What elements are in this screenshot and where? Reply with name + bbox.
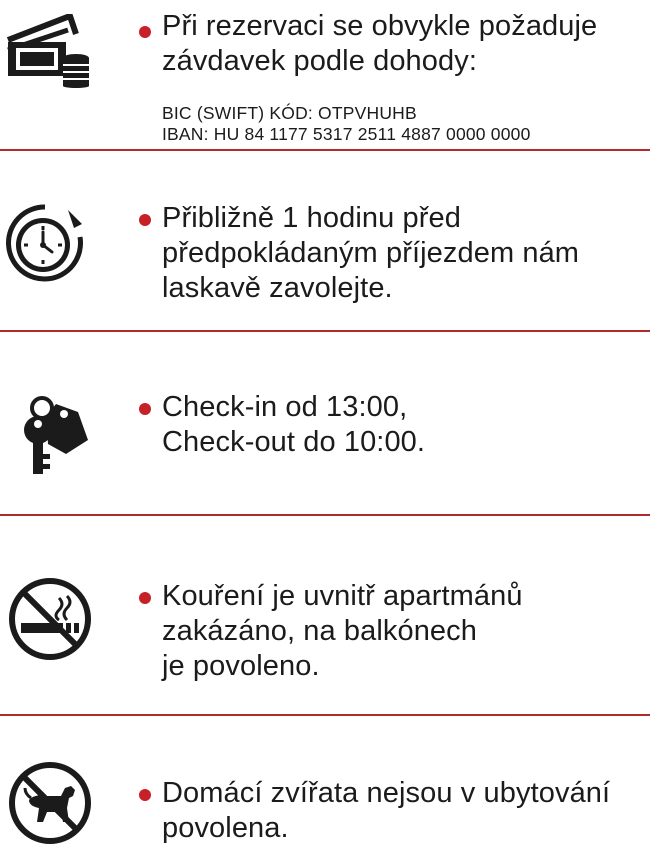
money-icon <box>6 14 90 88</box>
clock-icon <box>4 202 86 284</box>
bullet <box>139 592 151 604</box>
bank-details <box>162 103 531 145</box>
text-line: Při rezervaci se obvykle požaduje <box>162 10 598 42</box>
bullet <box>139 214 151 226</box>
text-line: Přibližně 1 hodinu před <box>162 202 461 234</box>
text-line: je povoleno. <box>162 650 320 682</box>
text-line: Domácí zvířata nejsou v ubytování <box>162 777 611 809</box>
pets-section <box>0 716 650 867</box>
arrival-section <box>0 150 650 330</box>
bullet <box>139 26 151 38</box>
item-text <box>162 579 523 684</box>
smoking-section <box>0 516 650 714</box>
text-line: Check-in od 13:00, <box>162 391 408 423</box>
bullet <box>139 789 151 801</box>
text-line: Kouření je uvnitř apartmánů <box>162 580 523 612</box>
no-pets-icon <box>7 760 93 846</box>
item-text <box>162 9 597 79</box>
no-smoking-icon <box>7 576 93 662</box>
checkin-section <box>0 332 650 515</box>
item-text <box>162 390 425 460</box>
text-line: Check-out do 10:00. <box>162 426 426 458</box>
text-line: předpokládaným příjezdem nám <box>162 237 580 269</box>
item-text <box>162 201 579 306</box>
deposit-section <box>0 0 650 150</box>
item-text <box>162 776 610 846</box>
text-line: laskavě zavolejte. <box>162 272 393 304</box>
iban: IBAN: HU 84 1177 5317 2511 4887 0000 0000 <box>162 124 531 144</box>
bic-code: BIC (SWIFT) KÓD: OTPVHUHB <box>162 103 417 123</box>
text-line: závdavek podle dohody: <box>162 45 477 77</box>
text-line: povolena. <box>162 812 289 844</box>
keys-icon <box>16 388 92 476</box>
text-line: zakázáno, na balkónech <box>162 615 477 647</box>
bullet <box>139 403 151 415</box>
